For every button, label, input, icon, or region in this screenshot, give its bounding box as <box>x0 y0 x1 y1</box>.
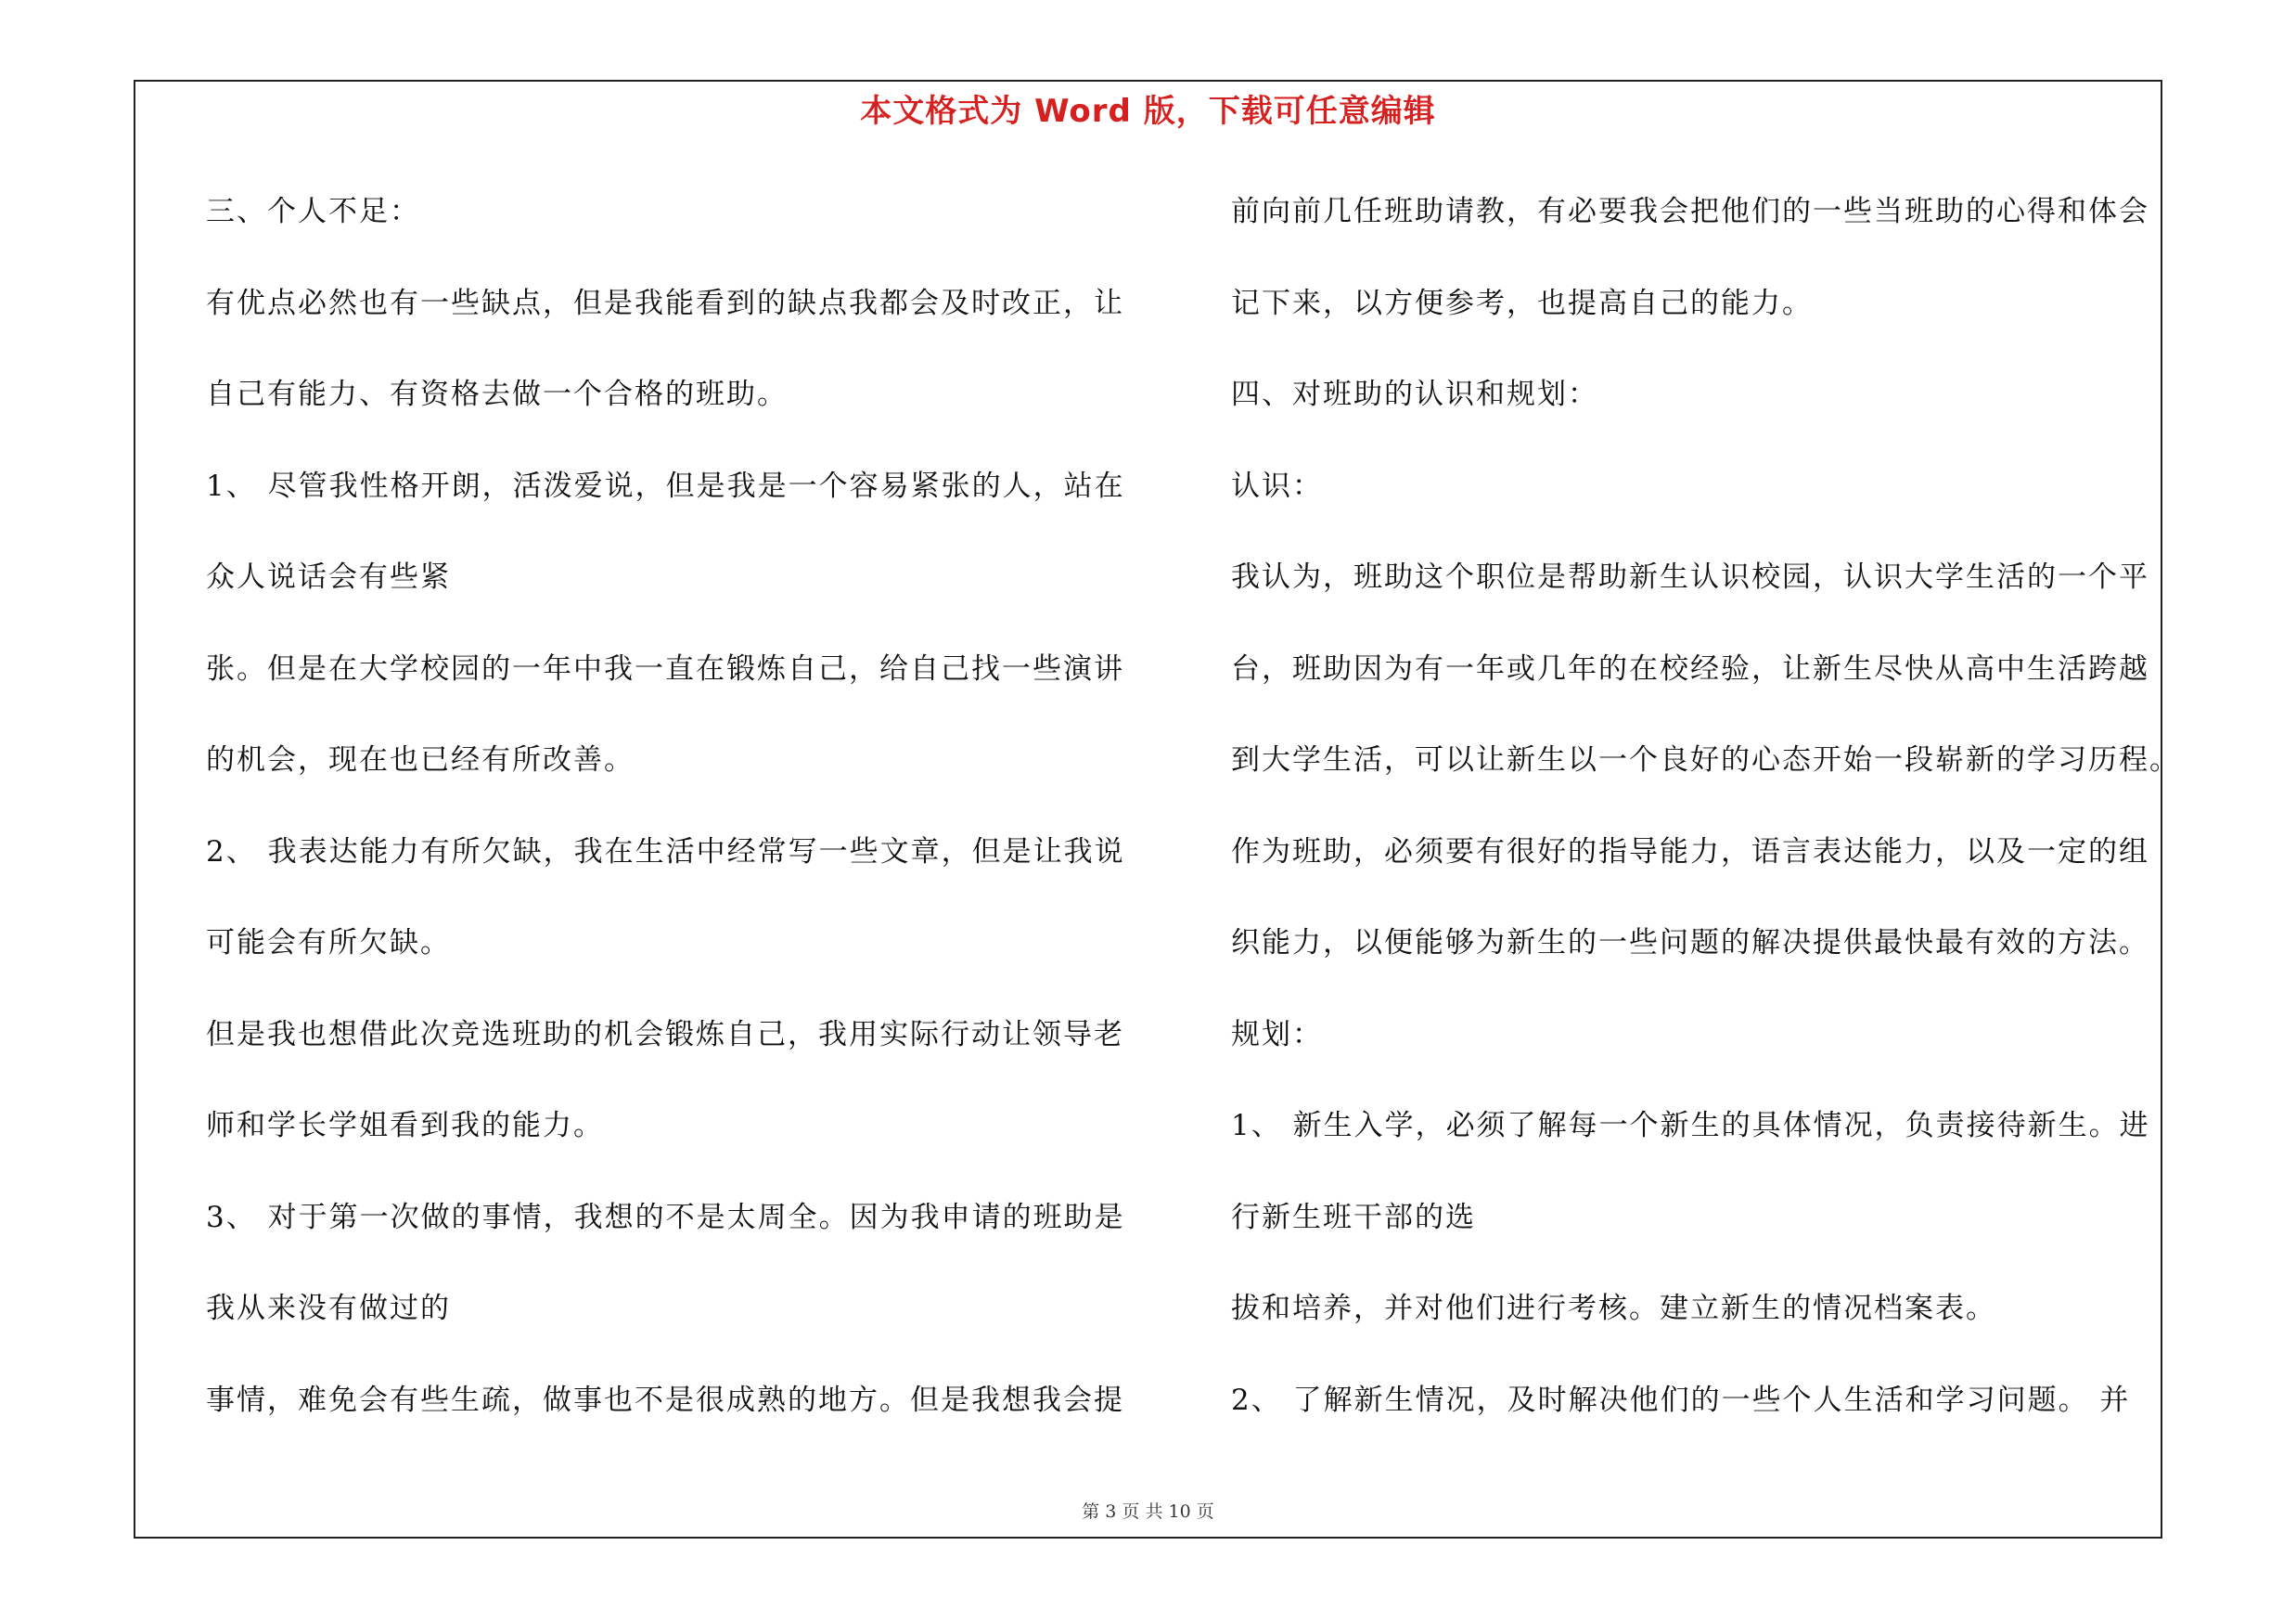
text-line: 可能会有所欠缺。 <box>206 926 451 960</box>
text-line: 到大学生活，可以让新生以一个良好的心态开始一段崭新的学习历程。 <box>1231 743 2180 777</box>
text-line: 台，班助因为有一年或几年的在校经验，让新生尽快从高中生活跨越 <box>1231 651 2149 686</box>
text-line: 1、 尽管我性格开朗，活泼爱说，但是我是一个容易紧张的人，站在 <box>206 469 1125 503</box>
text-line: 我从来没有做过的 <box>206 1292 451 1325</box>
text-line: 作为班助，必须要有很好的指导能力，语言表达能力，以及一定的组 <box>1231 834 2149 869</box>
text-line: 规划： <box>1231 1017 1323 1051</box>
format-notice-title: 本文格式为 Word 版，下载可任意编辑 <box>860 93 1436 130</box>
text-line: 认识： <box>1231 469 1323 503</box>
text-line: 师和学长学姐看到我的能力。 <box>206 1109 604 1142</box>
text-line: 1、 新生入学，必须了解每一个新生的具体情况，负责接待新生。进 <box>1231 1109 2150 1142</box>
text-line: 3、 对于第一次做的事情，我想的不是太周全。因为我申请的班助是 <box>206 1200 1125 1234</box>
text-line: 自己有能力、有资格去做一个合格的班助。 <box>206 378 788 411</box>
text-line: 四、对班助的认识和规划： <box>1231 378 1598 411</box>
text-line: 但是我也想借此次竞选班助的机会锻炼自己，我用实际行动让领导老 <box>206 1017 1124 1051</box>
text-line: 有优点必然也有一些缺点，但是我能看到的缺点我都会及时改正，让 <box>206 286 1124 320</box>
text-line: 拔和培养，并对他们进行考核。建立新生的情况档案表。 <box>1231 1292 1996 1325</box>
text-line: 众人说话会有些紧 <box>206 560 451 594</box>
text-line: 行新生班干部的选 <box>1231 1200 1476 1234</box>
text-line: 记下来，以方便参考，也提高自己的能力。 <box>1231 286 1813 320</box>
text-line: 我认为，班助这个职位是帮助新生认识校园，认识大学生活的一个平 <box>1231 560 2149 594</box>
text-line: 2、 我表达能力有所欠缺，我在生活中经常写一些文章，但是让我说 <box>206 834 1125 869</box>
text-line: 三、个人不足： <box>206 195 420 228</box>
text-line: 的机会，现在也已经有所改善。 <box>206 743 635 777</box>
text-line: 事情，难免会有些生疏，做事也不是很成熟的地方。但是我想我会提 <box>206 1383 1124 1417</box>
text-line: 前向前几任班助请教，有必要我会把他们的一些当班助的心得和体会 <box>1231 195 2149 228</box>
text-line: 2、 了解新生情况，及时解决他们的一些个人生活和学习问题。 并 <box>1231 1383 2131 1417</box>
text-line: 织能力，以便能够为新生的一些问题的解决提供最快最有效的方法。 <box>1231 926 2149 960</box>
text-line: 张。但是在大学校园的一年中我一直在锻炼自己，给自己找一些演讲 <box>206 651 1124 686</box>
page-number-footer: 第 3 页 共 10 页 <box>1082 1501 1214 1522</box>
